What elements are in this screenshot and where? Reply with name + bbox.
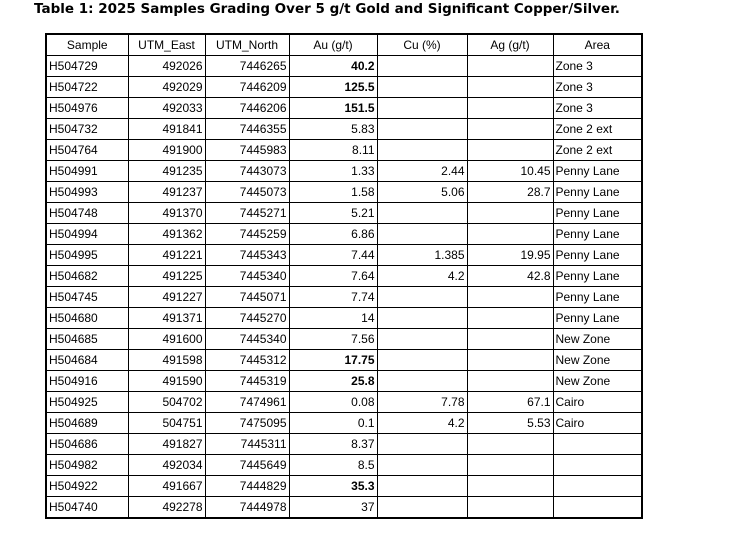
cell-utm-east: 491237 bbox=[128, 182, 205, 203]
cell-sample: H504686 bbox=[46, 434, 128, 455]
cell-sample: H504680 bbox=[46, 308, 128, 329]
cell-area: New Zone bbox=[553, 350, 642, 371]
cell-cu bbox=[377, 476, 467, 497]
cell-utm-north: 7475095 bbox=[205, 413, 289, 434]
cell-au: 7.64 bbox=[289, 266, 377, 287]
cell-au: 1.33 bbox=[289, 161, 377, 182]
cell-cu: 7.78 bbox=[377, 392, 467, 413]
cell-au: 17.75 bbox=[289, 350, 377, 371]
cell-utm-east: 492034 bbox=[128, 455, 205, 476]
cell-utm-north: 7446265 bbox=[205, 56, 289, 77]
cell-area: Penny Lane bbox=[553, 161, 642, 182]
cell-utm-north: 7446209 bbox=[205, 77, 289, 98]
cell-ag bbox=[467, 350, 553, 371]
column-header-utm-east: UTM_East bbox=[128, 34, 205, 56]
cell-ag: 28.7 bbox=[467, 182, 553, 203]
cell-sample: H504682 bbox=[46, 266, 128, 287]
cell-au: 1.58 bbox=[289, 182, 377, 203]
cell-sample: H504994 bbox=[46, 224, 128, 245]
cell-area: Zone 3 bbox=[553, 98, 642, 119]
cell-utm-north: 7445983 bbox=[205, 140, 289, 161]
cell-area: Cairo bbox=[553, 413, 642, 434]
cell-au: 7.56 bbox=[289, 329, 377, 350]
cell-sample: H504991 bbox=[46, 161, 128, 182]
cell-cu bbox=[377, 329, 467, 350]
cell-au: 6.86 bbox=[289, 224, 377, 245]
cell-utm-east: 491590 bbox=[128, 371, 205, 392]
cell-cu: 4.2 bbox=[377, 413, 467, 434]
cell-au: 125.5 bbox=[289, 77, 377, 98]
cell-area: Penny Lane bbox=[553, 182, 642, 203]
table-title: Table 1: 2025 Samples Grading Over 5 g/t Gold and Significant Copper/Silver. bbox=[34, 1, 620, 17]
cell-sample: H504729 bbox=[46, 56, 128, 77]
samples-table bbox=[45, 33, 643, 519]
cell-cu bbox=[377, 140, 467, 161]
cell-utm-north: 7445071 bbox=[205, 287, 289, 308]
table-row bbox=[46, 182, 642, 203]
cell-utm-north: 7445343 bbox=[205, 245, 289, 266]
cell-ag bbox=[467, 119, 553, 140]
cell-utm-east: 491827 bbox=[128, 434, 205, 455]
cell-cu bbox=[377, 497, 467, 519]
cell-area: Penny Lane bbox=[553, 308, 642, 329]
cell-au: 14 bbox=[289, 308, 377, 329]
cell-utm-east: 491600 bbox=[128, 329, 205, 350]
cell-cu bbox=[377, 350, 467, 371]
cell-au: 151.5 bbox=[289, 98, 377, 119]
cell-ag bbox=[467, 287, 553, 308]
column-header-cu: Cu (%) bbox=[377, 34, 467, 56]
cell-area: New Zone bbox=[553, 371, 642, 392]
cell-cu bbox=[377, 119, 467, 140]
table-body bbox=[46, 56, 642, 519]
cell-utm-east: 491370 bbox=[128, 203, 205, 224]
cell-utm-north: 7445271 bbox=[205, 203, 289, 224]
cell-utm-north: 7445311 bbox=[205, 434, 289, 455]
column-header-au: Au (g/t) bbox=[289, 34, 377, 56]
table-row bbox=[46, 266, 642, 287]
cell-cu bbox=[377, 224, 467, 245]
cell-utm-north: 7445340 bbox=[205, 266, 289, 287]
header-row bbox=[46, 34, 642, 56]
cell-cu bbox=[377, 98, 467, 119]
cell-utm-north: 7445312 bbox=[205, 350, 289, 371]
cell-sample: H504748 bbox=[46, 203, 128, 224]
cell-utm-east: 491841 bbox=[128, 119, 205, 140]
cell-cu: 4.2 bbox=[377, 266, 467, 287]
cell-ag: 5.53 bbox=[467, 413, 553, 434]
cell-utm-north: 7445319 bbox=[205, 371, 289, 392]
cell-area: New Zone bbox=[553, 329, 642, 350]
table-row bbox=[46, 308, 642, 329]
cell-ag bbox=[467, 497, 553, 519]
cell-area bbox=[553, 476, 642, 497]
cell-utm-east: 492026 bbox=[128, 56, 205, 77]
table-row bbox=[46, 161, 642, 182]
cell-utm-north: 7445270 bbox=[205, 308, 289, 329]
cell-ag bbox=[467, 371, 553, 392]
table-row bbox=[46, 77, 642, 98]
cell-area: Penny Lane bbox=[553, 203, 642, 224]
cell-utm-north: 7444978 bbox=[205, 497, 289, 519]
cell-ag: 19.95 bbox=[467, 245, 553, 266]
cell-utm-north: 7445340 bbox=[205, 329, 289, 350]
table-row bbox=[46, 371, 642, 392]
cell-area: Penny Lane bbox=[553, 224, 642, 245]
cell-ag bbox=[467, 203, 553, 224]
cell-area: Penny Lane bbox=[553, 266, 642, 287]
table-row bbox=[46, 56, 642, 77]
cell-ag bbox=[467, 455, 553, 476]
cell-cu: 5.06 bbox=[377, 182, 467, 203]
table-row bbox=[46, 98, 642, 119]
cell-area: Zone 3 bbox=[553, 56, 642, 77]
cell-au: 40.2 bbox=[289, 56, 377, 77]
cell-au: 35.3 bbox=[289, 476, 377, 497]
cell-ag bbox=[467, 98, 553, 119]
cell-au: 5.21 bbox=[289, 203, 377, 224]
column-header-utm-north: UTM_North bbox=[205, 34, 289, 56]
cell-utm-east: 491371 bbox=[128, 308, 205, 329]
cell-au: 7.74 bbox=[289, 287, 377, 308]
table-row bbox=[46, 497, 642, 519]
cell-utm-east: 491221 bbox=[128, 245, 205, 266]
cell-utm-east: 491225 bbox=[128, 266, 205, 287]
cell-area bbox=[553, 497, 642, 519]
table-row bbox=[46, 140, 642, 161]
cell-cu: 1.385 bbox=[377, 245, 467, 266]
cell-au: 7.44 bbox=[289, 245, 377, 266]
cell-au: 8.5 bbox=[289, 455, 377, 476]
cell-ag bbox=[467, 329, 553, 350]
cell-sample: H504684 bbox=[46, 350, 128, 371]
table-row bbox=[46, 455, 642, 476]
cell-sample: H504982 bbox=[46, 455, 128, 476]
table-row bbox=[46, 245, 642, 266]
cell-au: 0.1 bbox=[289, 413, 377, 434]
cell-utm-east: 492033 bbox=[128, 98, 205, 119]
cell-sample: H504745 bbox=[46, 287, 128, 308]
cell-cu bbox=[377, 203, 467, 224]
column-header-sample: Sample bbox=[46, 34, 128, 56]
cell-sample: H504689 bbox=[46, 413, 128, 434]
table-row bbox=[46, 413, 642, 434]
table-row bbox=[46, 392, 642, 413]
cell-utm-north: 7446206 bbox=[205, 98, 289, 119]
cell-cu bbox=[377, 308, 467, 329]
cell-au: 0.08 bbox=[289, 392, 377, 413]
cell-cu bbox=[377, 455, 467, 476]
cell-sample: H504976 bbox=[46, 98, 128, 119]
cell-utm-east: 504751 bbox=[128, 413, 205, 434]
table-row bbox=[46, 329, 642, 350]
column-header-ag: Ag (g/t) bbox=[467, 34, 553, 56]
cell-ag bbox=[467, 434, 553, 455]
cell-sample: H504922 bbox=[46, 476, 128, 497]
cell-area: Penny Lane bbox=[553, 287, 642, 308]
cell-ag: 10.45 bbox=[467, 161, 553, 182]
cell-cu bbox=[377, 371, 467, 392]
cell-utm-east: 492278 bbox=[128, 497, 205, 519]
table-row bbox=[46, 224, 642, 245]
cell-utm-east: 491598 bbox=[128, 350, 205, 371]
cell-au: 37 bbox=[289, 497, 377, 519]
cell-ag bbox=[467, 224, 553, 245]
cell-utm-east: 491227 bbox=[128, 287, 205, 308]
cell-area bbox=[553, 434, 642, 455]
cell-ag: 42.8 bbox=[467, 266, 553, 287]
cell-ag bbox=[467, 308, 553, 329]
cell-sample: H504925 bbox=[46, 392, 128, 413]
cell-utm-north: 7443073 bbox=[205, 161, 289, 182]
table-row bbox=[46, 350, 642, 371]
cell-ag bbox=[467, 476, 553, 497]
cell-sample: H504995 bbox=[46, 245, 128, 266]
cell-area bbox=[553, 455, 642, 476]
cell-utm-north: 7474961 bbox=[205, 392, 289, 413]
cell-ag: 67.1 bbox=[467, 392, 553, 413]
table-row bbox=[46, 476, 642, 497]
cell-utm-east: 492029 bbox=[128, 77, 205, 98]
cell-area: Zone 2 ext bbox=[553, 119, 642, 140]
cell-utm-north: 7444829 bbox=[205, 476, 289, 497]
cell-cu: 2.44 bbox=[377, 161, 467, 182]
cell-utm-north: 7445259 bbox=[205, 224, 289, 245]
cell-cu bbox=[377, 56, 467, 77]
cell-sample: H504685 bbox=[46, 329, 128, 350]
table-row bbox=[46, 203, 642, 224]
table-row bbox=[46, 119, 642, 140]
cell-utm-east: 491667 bbox=[128, 476, 205, 497]
cell-sample: H504722 bbox=[46, 77, 128, 98]
cell-cu bbox=[377, 287, 467, 308]
cell-sample: H504740 bbox=[46, 497, 128, 519]
cell-area: Zone 2 ext bbox=[553, 140, 642, 161]
cell-utm-north: 7445073 bbox=[205, 182, 289, 203]
cell-utm-east: 491362 bbox=[128, 224, 205, 245]
cell-ag bbox=[467, 77, 553, 98]
cell-sample: H504916 bbox=[46, 371, 128, 392]
cell-cu bbox=[377, 434, 467, 455]
cell-sample: H504732 bbox=[46, 119, 128, 140]
cell-au: 8.11 bbox=[289, 140, 377, 161]
table-row bbox=[46, 287, 642, 308]
cell-cu bbox=[377, 77, 467, 98]
column-header-area: Area bbox=[553, 34, 642, 56]
table-row bbox=[46, 434, 642, 455]
cell-utm-east: 504702 bbox=[128, 392, 205, 413]
cell-au: 5.83 bbox=[289, 119, 377, 140]
cell-au: 25.8 bbox=[289, 371, 377, 392]
cell-area: Zone 3 bbox=[553, 77, 642, 98]
cell-utm-east: 491235 bbox=[128, 161, 205, 182]
cell-utm-north: 7445649 bbox=[205, 455, 289, 476]
cell-sample: H504993 bbox=[46, 182, 128, 203]
cell-utm-north: 7446355 bbox=[205, 119, 289, 140]
cell-ag bbox=[467, 56, 553, 77]
cell-sample: H504764 bbox=[46, 140, 128, 161]
cell-ag bbox=[467, 140, 553, 161]
cell-au: 8.37 bbox=[289, 434, 377, 455]
cell-utm-east: 491900 bbox=[128, 140, 205, 161]
cell-area: Penny Lane bbox=[553, 245, 642, 266]
cell-area: Cairo bbox=[553, 392, 642, 413]
